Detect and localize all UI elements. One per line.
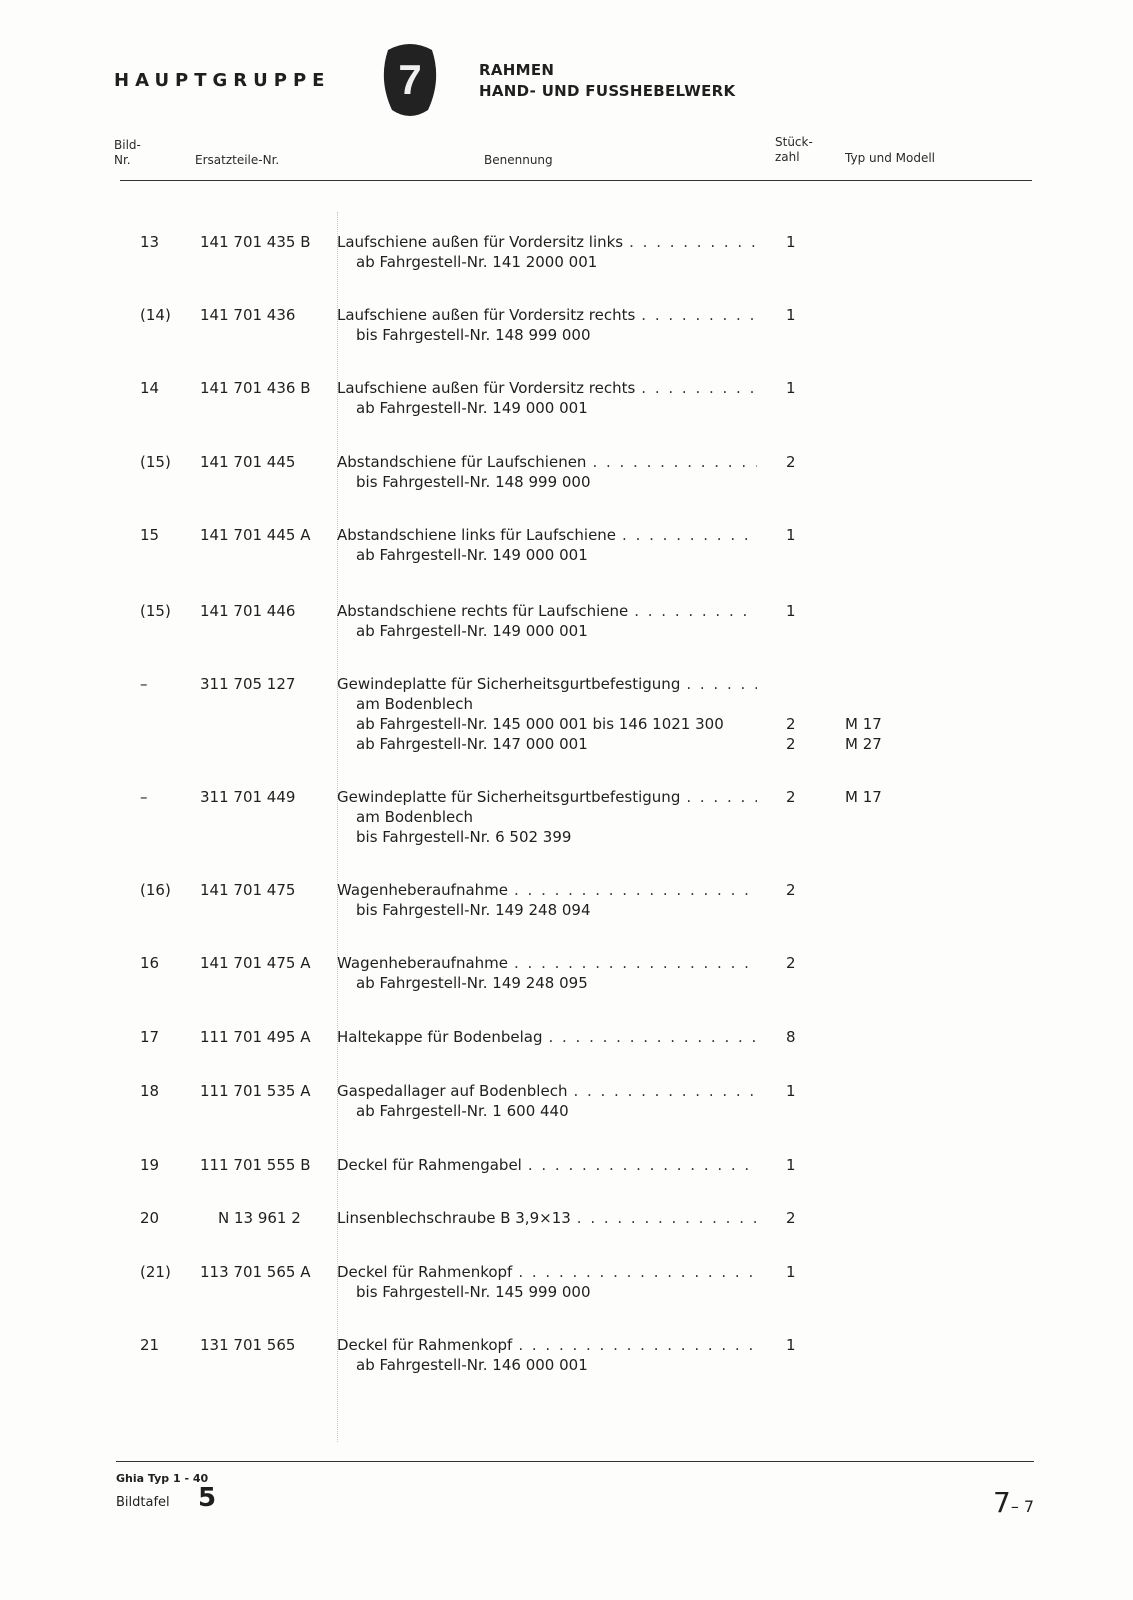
row-description-note: ab Fahrgestell-Nr. 149 000 001 [356, 546, 588, 564]
row-quantity: 1 [786, 526, 796, 544]
footer-tafel-label: Bildtafel [116, 1495, 170, 1510]
row-quantity: 1 [786, 233, 796, 251]
group-number: 7 [398, 56, 422, 103]
row-description-note: bis Fahrgestell-Nr. 6 502 399 [356, 828, 572, 846]
row-quantity: 8 [786, 1028, 796, 1046]
row-sub-type: M 27 [845, 735, 882, 753]
row-bild-nr: (21) [140, 1263, 171, 1281]
group-badge-shape [380, 40, 440, 118]
row-description-title: Laufschiene außen für Vordersitz rechts [337, 306, 636, 324]
row-description [337, 1081, 757, 1121]
row-description-note: ab Fahrgestell-Nr. 146 000 001 [356, 1356, 588, 1374]
row-bild-nr: – [140, 675, 148, 693]
header-rule [120, 180, 1032, 181]
row-description [337, 787, 757, 847]
row-description-title: Linsenblechschraube B 3,9×13 [337, 1209, 571, 1227]
row-bild-nr: (16) [140, 881, 171, 899]
row-quantity: 2 [786, 453, 796, 471]
row-bild-nr: 14 [140, 379, 160, 397]
row-description [337, 378, 757, 418]
leader-dots [686, 674, 757, 694]
col-head-bild-line2: Nr. [114, 153, 131, 167]
row-description [337, 525, 757, 565]
row-quantity: 2 [786, 1209, 796, 1227]
col-head-desc: Benennung [484, 153, 553, 167]
row-part-number: 141 701 445 [200, 453, 296, 471]
row-description [337, 452, 757, 492]
row-description-title: Gewindeplatte für Sicherheitsgurtbefestigung [337, 788, 681, 806]
row-part-number: N 13 961 2 [218, 1209, 301, 1227]
row-type-model [845, 694, 925, 754]
leader-dots [514, 953, 757, 973]
page-number-main: 7 [993, 1486, 1011, 1519]
footer-tafel-number: 5 [198, 1483, 217, 1513]
row-quantity: 2 [786, 881, 796, 899]
col-head-bild [114, 138, 141, 168]
row-part-number: 111 701 535 A [200, 1082, 311, 1100]
row-description-note: am Bodenblech [356, 808, 473, 826]
row-description [337, 674, 757, 754]
row-description-title: Abstandschiene links für Laufschiene [337, 526, 617, 544]
row-quantity: 1 [786, 1336, 796, 1354]
row-quantity: 1 [786, 602, 796, 620]
row-description [337, 1335, 757, 1375]
row-bild-nr: 20 [140, 1209, 160, 1227]
row-description-title: Laufschiene außen für Vordersitz links [337, 233, 624, 251]
row-description-note: bis Fahrgestell-Nr. 148 999 000 [356, 326, 591, 344]
section-title [479, 60, 735, 102]
section-title-line2: HAND- UND FUSSHEBELWERK [479, 82, 736, 100]
row-part-number: 141 701 475 A [200, 954, 311, 972]
leader-dots [518, 1262, 757, 1282]
row-description-note: ab Fahrgestell-Nr. 145 000 001 bis 146 1021 300 [356, 715, 724, 733]
row-description-note: ab Fahrgestell-Nr. 141 2000 001 [356, 253, 598, 271]
row-sub-quantity: 2 [786, 715, 796, 733]
leader-dots [686, 787, 757, 807]
row-quantity: 1 [786, 306, 796, 324]
row-part-number: 141 701 435 B [200, 233, 311, 251]
row-part-number: 141 701 436 [200, 306, 296, 324]
row-description-note: am Bodenblech [356, 695, 473, 713]
row-type-model: M 17 [845, 788, 882, 806]
row-description-note: ab Fahrgestell-Nr. 149 000 001 [356, 622, 588, 640]
row-bild-nr: (15) [140, 453, 171, 471]
col-head-type: Typ und Modell [845, 151, 935, 165]
row-description-title: Deckel für Rahmenkopf [337, 1263, 513, 1281]
row-bild-nr: 17 [140, 1028, 160, 1046]
row-description-note: bis Fahrgestell-Nr. 148 999 000 [356, 473, 591, 491]
row-quantity: 1 [786, 379, 796, 397]
row-bild-nr: 18 [140, 1082, 160, 1100]
row-bild-nr: – [140, 788, 148, 806]
row-description-note: bis Fahrgestell-Nr. 149 248 094 [356, 901, 591, 919]
leader-dots [548, 1027, 757, 1047]
row-description-note: ab Fahrgestell-Nr. 147 000 001 [356, 735, 588, 753]
row-part-number: 111 701 555 B [200, 1156, 311, 1174]
row-description-title: Wagenheberaufnahme [337, 881, 508, 899]
row-bild-nr: 16 [140, 954, 160, 972]
leader-dots [622, 525, 757, 545]
row-sub-type: M 17 [845, 715, 882, 733]
leader-dots [641, 305, 757, 325]
row-description-note: ab Fahrgestell-Nr. 1 600 440 [356, 1102, 569, 1120]
row-part-number: 113 701 565 A [200, 1263, 311, 1281]
leader-dots [518, 1335, 757, 1355]
row-description-note: ab Fahrgestell-Nr. 149 248 095 [356, 974, 588, 992]
row-quantity: 1 [786, 1156, 796, 1174]
row-description-note: ab Fahrgestell-Nr. 149 000 001 [356, 399, 588, 417]
row-description [337, 1262, 757, 1302]
row-part-number: 131 701 565 [200, 1336, 296, 1354]
row-bild-nr: (15) [140, 602, 171, 620]
footer-model: Ghia Typ 1 - 40 [116, 1472, 209, 1485]
section-title-line1: RAHMEN [479, 61, 555, 79]
col-head-qty-line1: Stück- [775, 135, 813, 149]
footer-rule [116, 1461, 1034, 1462]
row-description [337, 601, 757, 641]
row-part-number: 111 701 495 A [200, 1028, 311, 1046]
leader-dots [528, 1155, 757, 1175]
row-part-number: 311 701 449 [200, 788, 296, 806]
row-description-title: Abstandschiene rechts für Laufschiene [337, 602, 629, 620]
col-head-part: Ersatzteile-Nr. [195, 153, 280, 167]
row-description-title: Gaspedallager auf Bodenblech [337, 1082, 568, 1100]
row-description-title: Abstandschiene für Laufschienen [337, 453, 587, 471]
page-number-sub: – 7 [1010, 1497, 1035, 1516]
row-quantity: 1 [786, 1263, 796, 1281]
row-description-title: Deckel für Rahmengabel [337, 1156, 522, 1174]
row-part-number: 141 701 436 B [200, 379, 311, 397]
row-part-number: 141 701 445 A [200, 526, 311, 544]
row-description [337, 953, 757, 993]
leader-dots [514, 880, 757, 900]
row-part-number: 311 705 127 [200, 675, 296, 693]
row-description [337, 880, 757, 920]
row-bild-nr: 21 [140, 1336, 160, 1354]
row-description-title: Haltekappe für Bodenbelag [337, 1028, 543, 1046]
leader-dots [629, 232, 757, 252]
row-bild-nr: 13 [140, 233, 160, 251]
row-part-number: 141 701 475 [200, 881, 296, 899]
row-part-number: 141 701 446 [200, 602, 296, 620]
row-bild-nr: (14) [140, 306, 171, 324]
row-description-title: Laufschiene außen für Vordersitz rechts [337, 379, 636, 397]
page-number [993, 1486, 1034, 1519]
col-head-qty-line2: zahl [775, 150, 800, 164]
group-number-badge [380, 40, 440, 118]
row-bild-nr: 15 [140, 526, 160, 544]
row-quantity: 2 [786, 788, 796, 806]
main-group-label: HAUPTGRUPPE [114, 70, 331, 91]
col-head-bild-line1: Bild- [114, 138, 141, 152]
row-description [337, 232, 757, 272]
row-description-title: Deckel für Rahmenkopf [337, 1336, 513, 1354]
col-head-qty [775, 135, 813, 165]
row-quantity: 1 [786, 1082, 796, 1100]
leader-dots [592, 452, 757, 472]
row-description-note: bis Fahrgestell-Nr. 145 999 000 [356, 1283, 591, 1301]
row-description [337, 1208, 757, 1228]
leader-dots [577, 1208, 757, 1228]
row-description-title: Gewindeplatte für Sicherheitsgurtbefestigung [337, 675, 681, 693]
leader-dots [641, 378, 757, 398]
row-sub-quantity: 2 [786, 735, 796, 753]
row-sub-quantity [786, 694, 806, 714]
leader-dots [634, 601, 757, 621]
row-description-title: Wagenheberaufnahme [337, 954, 508, 972]
row-description [337, 1027, 757, 1047]
row-bild-nr: 19 [140, 1156, 160, 1174]
row-description [337, 305, 757, 345]
leader-dots [573, 1081, 757, 1101]
row-quantity: 2 [786, 954, 796, 972]
row-quantity [786, 694, 806, 754]
row-sub-type [845, 694, 925, 714]
row-description [337, 1155, 757, 1175]
